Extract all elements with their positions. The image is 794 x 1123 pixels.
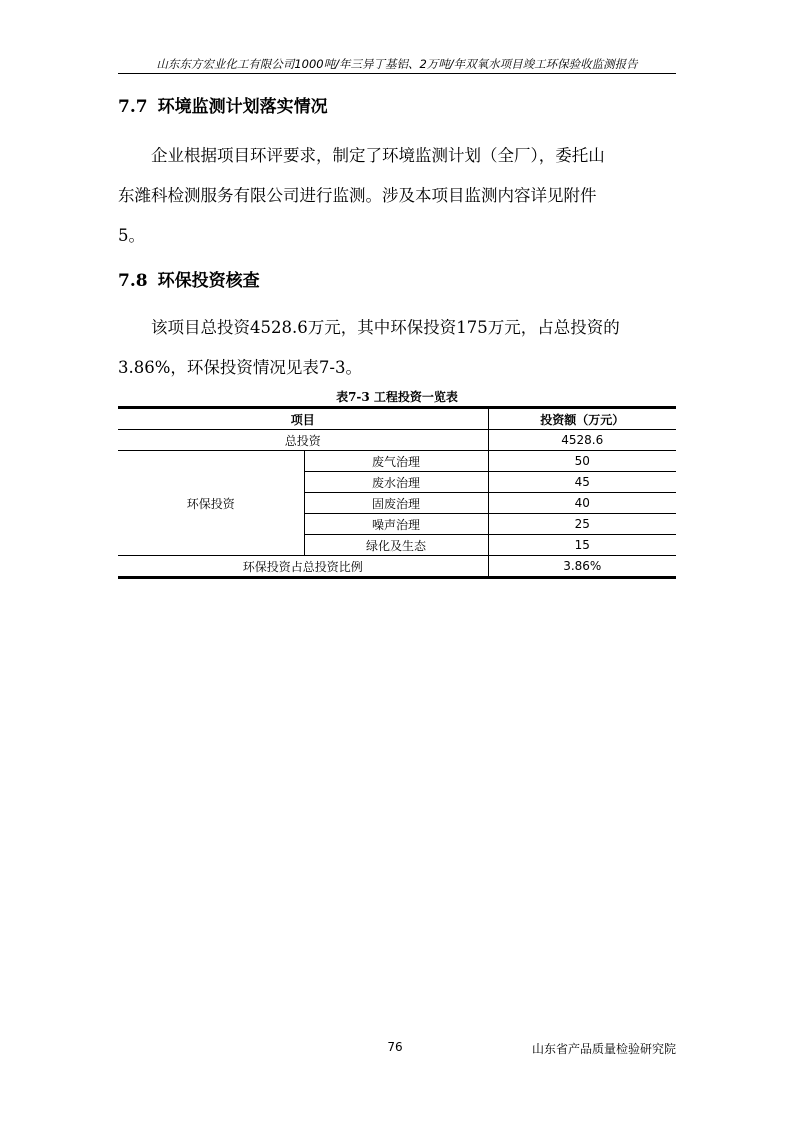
- table-header-row: [118, 408, 676, 430]
- section-heading-7-7: [118, 96, 328, 118]
- total-value: 4528.6: [488, 430, 676, 451]
- row-value: 15: [488, 535, 676, 556]
- page-number: 76: [387, 1040, 403, 1054]
- row-label: 废水治理: [304, 472, 488, 493]
- section-heading-7-8: [118, 270, 260, 292]
- total-label: 总投资: [118, 430, 488, 451]
- row-value: 25: [488, 514, 676, 535]
- paragraph-monitoring-plan: [118, 141, 676, 261]
- header-rule: [118, 73, 676, 74]
- page-header-title: 山东东方宏业化工有限公司1000吨/年三异丁基铝、2万吨/年双氧水项目竣工环保验收监测报告: [156, 57, 638, 71]
- table-caption: 表7-3 工程投资一览表: [336, 390, 458, 404]
- ratio-label: 环保投资占总投资比例: [118, 556, 488, 578]
- section-number: 7.8: [118, 271, 148, 291]
- group-label: 环保投资: [118, 451, 304, 556]
- header-amount: 投资额（万元）: [488, 408, 676, 430]
- row-label: 固废治理: [304, 493, 488, 514]
- ratio-value: 3.86%: [488, 556, 676, 578]
- section-title: 环保投资核查: [157, 271, 260, 291]
- paragraph-line: 3.86%，环保投资情况见表7-3。: [118, 358, 362, 377]
- paragraph-investment: [118, 313, 676, 393]
- row-label: 噪声治理: [304, 514, 488, 535]
- table-row: [118, 430, 676, 451]
- row-label: 废气治理: [304, 451, 488, 472]
- investment-table: [118, 406, 676, 579]
- paragraph-line: 5。: [118, 226, 145, 245]
- paragraph-line: 东潍科检测服务有限公司进行监测。涉及本项目监测内容详见附件: [118, 186, 597, 205]
- footer-organization: 山东省产品质量检验研究院: [531, 1042, 676, 1056]
- paragraph-line: 企业根据项目环评要求，制定了环境监测计划（全厂），委托山: [118, 146, 605, 165]
- table-row: [118, 556, 676, 578]
- row-value: 45: [488, 472, 676, 493]
- row-label: 绿化及生态: [304, 535, 488, 556]
- section-number: 7.7: [118, 97, 148, 117]
- header-item: 项目: [118, 408, 488, 430]
- row-value: 50: [488, 451, 676, 472]
- paragraph-line: 该项目总投资4528.6万元，其中环保投资175万元，占总投资的: [118, 318, 620, 337]
- section-title: 环境监测计划落实情况: [157, 97, 328, 117]
- row-value: 40: [488, 493, 676, 514]
- table-row: [118, 451, 676, 472]
